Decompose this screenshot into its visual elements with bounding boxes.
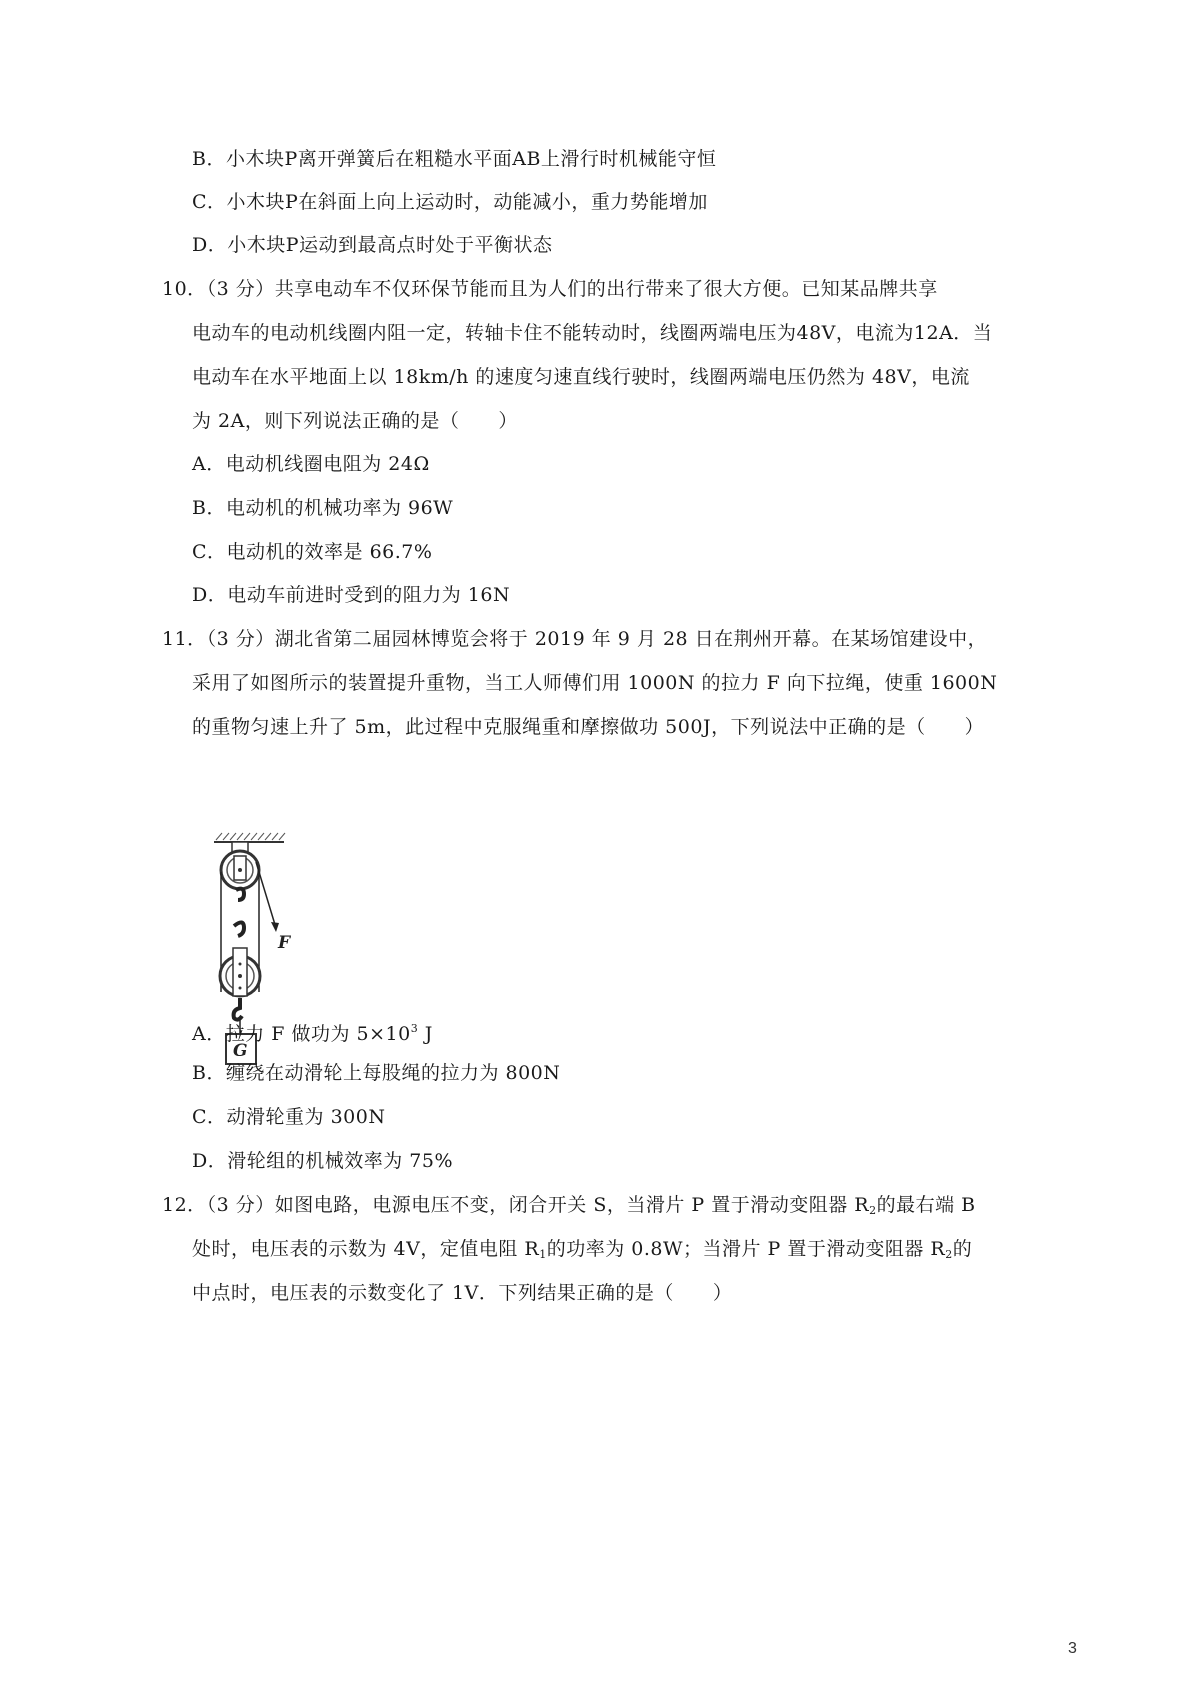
q11-stem-line1: 11．（3 分）湖北省第二届园林博览会将于 2019 年 9 月 28 日在荆州开幕。在某场馆建设中， [162, 628, 988, 650]
q12-stem-line1 [162, 1192, 976, 1224]
fixed-pulley-hook [236, 889, 244, 900]
ceiling-hatch [216, 833, 285, 840]
q10-stem-line1: 10．（3 分）共享电动车不仅环保节能而且为人们的出行带来了很大方便。已知某品牌共享 [162, 278, 938, 300]
q10-stem-line3: 电动车在水平地面上以 18km/h 的速度匀速直线行驶时，线圈两端电压仍然为 48V，电流 [192, 366, 970, 388]
q10-option-d: D．电动车前进时受到的阻力为 16N [192, 584, 511, 606]
q12-l1-subscript: 2 [869, 1204, 877, 1217]
q12-l2-text-c: 的 [952, 1238, 973, 1260]
q11-option-a-text: A．拉力 F 做功为 5×10 [192, 1023, 411, 1045]
q10-option-b: B．电动机的机械功率为 96W [192, 497, 454, 519]
q10-option-c: C．电动机的效率是 66.7% [192, 541, 433, 563]
q11-option-a [192, 1016, 433, 1047]
q12-l1-text-b: 的最右端 B [876, 1194, 976, 1216]
q11-option-c: C．动滑轮重为 300N [192, 1106, 386, 1128]
q11-option-d: D．滑轮组的机械效率为 75% [192, 1150, 454, 1172]
q11-stem-line2: 采用了如图所示的装置提升重物，当工人师傅们用 1000N 的拉力 F 向下拉绳，使重 1600N [192, 672, 998, 694]
q9-option-d: D．小木块P运动到最高点时处于平衡状态 [192, 234, 553, 256]
q11-stem-line3: 的重物匀速上升了 5m，此过程中克服绳重和摩擦做功 500J，下列说法中正确的是（ ） [192, 716, 985, 738]
q12-l2-text-b: 的功率为 0.8W；当滑片 P 置于滑动变阻器 R [546, 1238, 946, 1260]
q9-option-c: C．小木块P在斜面上向上运动时，动能减小，重力势能增加 [192, 191, 708, 213]
movable-pulley-top-hook [234, 922, 244, 936]
q11-option-b: B．缠绕在动滑轮上每股绳的拉力为 800N [192, 1062, 561, 1084]
force-arrow-head [271, 922, 279, 932]
q11-option-a-exponent: 3 [410, 1022, 419, 1035]
q11-option-a-unit: J [418, 1023, 433, 1045]
q12-l2-text-a: 处时，电压表的示数为 4V，定值电阻 R [192, 1238, 540, 1260]
weight-label: G [233, 1041, 248, 1061]
page-number: 3 [1068, 1640, 1077, 1657]
q12-stem-line2 [192, 1236, 972, 1268]
q12-l1-text-a: 12．（3 分）如图电路，电源电压不变，闭合开关 S，当滑片 P 置于滑动变阻器 R [162, 1194, 870, 1216]
q12-l2-subscript-1: 1 [539, 1248, 547, 1261]
q12-l2-subscript-2: 2 [945, 1248, 953, 1261]
q10-stem-line4: 为 2A，则下列说法正确的是（ ） [192, 410, 518, 432]
q9-option-b: B．小木块P离开弹簧后在粗糙水平面AB上滑行时机械能守恒 [192, 148, 717, 170]
q10-stem-line2: 电动车的电动机线圈内阻一定，转轴卡住不能转动时，线圈两端电压为48V，电流为12A．当 [192, 322, 993, 344]
q10-option-a: A．电动机线圈电阻为 24Ω [192, 453, 430, 475]
force-label: F [278, 933, 291, 953]
q12-stem-line3: 中点时，电压表的示数变化了 1V．下列结果正确的是（ ） [192, 1282, 733, 1304]
